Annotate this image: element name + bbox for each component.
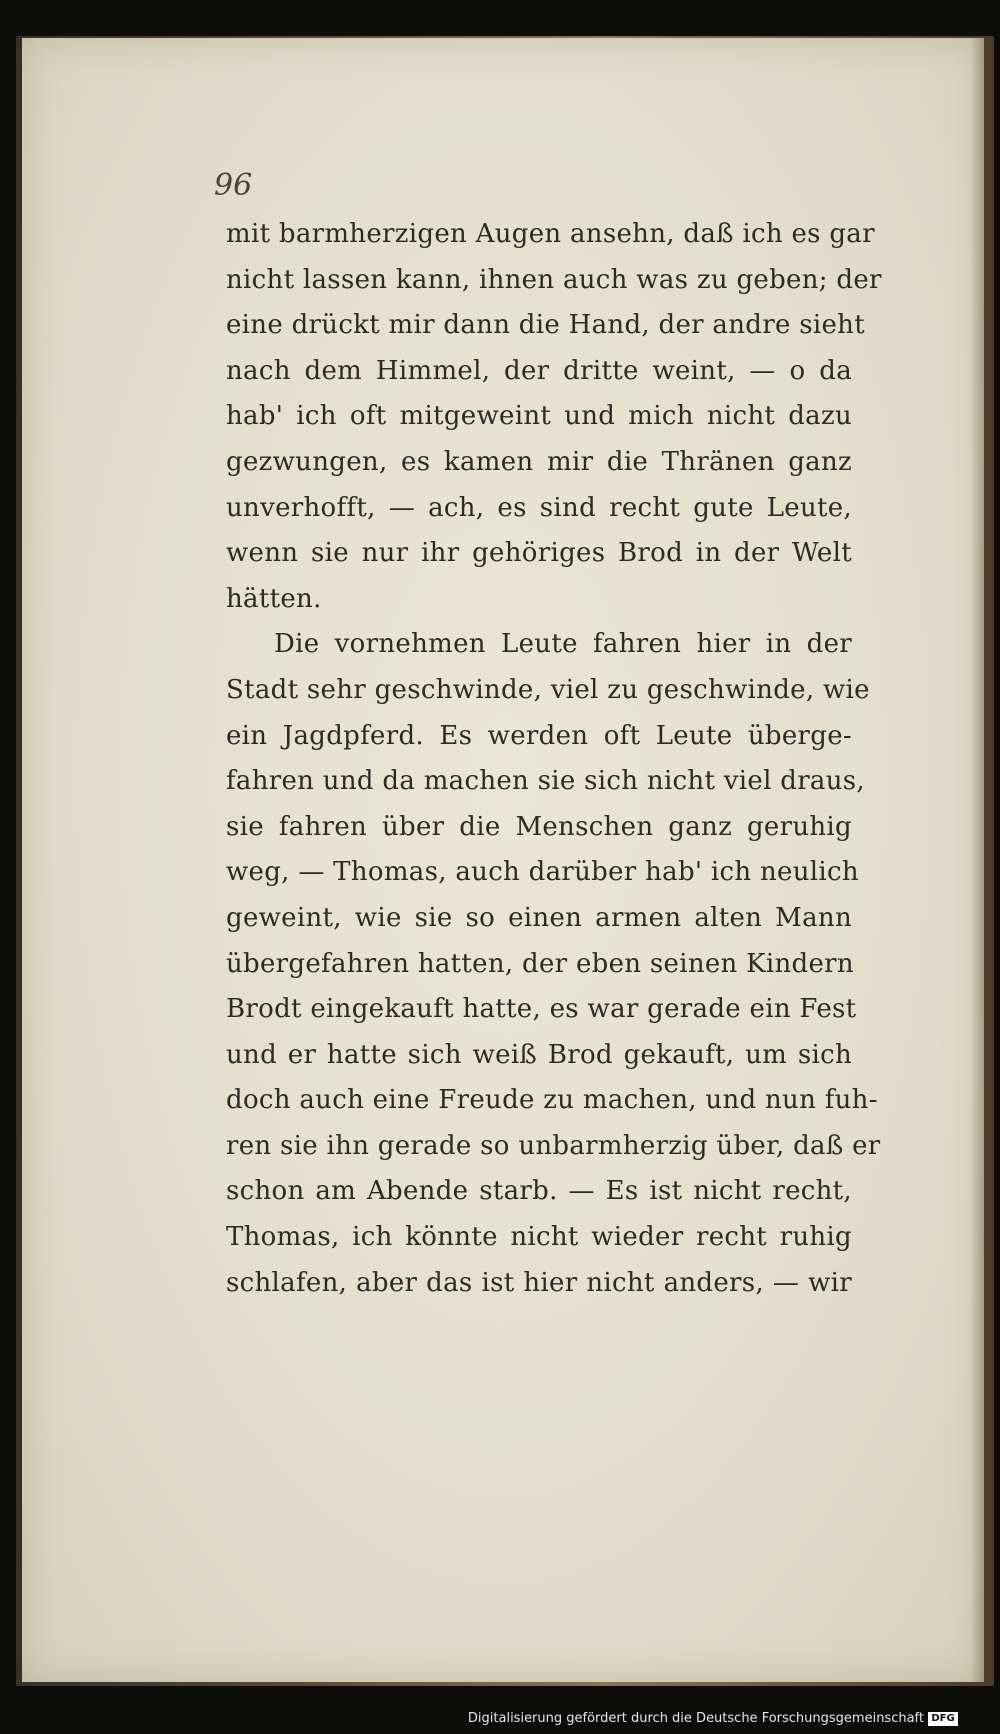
text-line: sie fahren über die Menschen ganz geruhig bbox=[226, 811, 852, 842]
dfg-logo: DFG bbox=[928, 1712, 958, 1726]
text-line: hab' ich oft mitgeweint und mich nicht dazu bbox=[226, 401, 852, 432]
page-number: 96 bbox=[214, 168, 253, 203]
text-line: gezwungen, es kamen mir die Thränen ganz bbox=[226, 446, 852, 477]
text-line: Brodt eingekauft hatte, es war gerade ein Fest bbox=[226, 994, 857, 1025]
text-line: Thomas, ich könnte nicht wieder recht ruhig bbox=[226, 1222, 852, 1253]
text-line: nach dem Himmel, der dritte weint, — o da bbox=[226, 355, 852, 386]
text-line: doch auch eine Freude zu machen, und nun fuh- bbox=[226, 1085, 878, 1116]
text-line: übergefahren hatten, der eben seinen Kindern bbox=[226, 948, 854, 979]
text-line: nicht lassen kann, ihnen auch was zu geben; der bbox=[226, 264, 882, 295]
text-line-paragraph-start: Die vornehmen Leute fahren hier in der bbox=[274, 629, 852, 660]
text-line: wenn sie nur ihr gehöriges Brod in der Welt bbox=[226, 538, 852, 569]
text-line: Stadt sehr geschwinde, viel zu geschwinde, wie bbox=[226, 674, 870, 705]
digitization-credit bbox=[468, 1711, 958, 1726]
text-line: fahren und da machen sie sich nicht viel draus, bbox=[226, 766, 865, 797]
text-line: ren sie ihn gerade so unbarmherzig über, daß er bbox=[226, 1130, 881, 1161]
text-line: mit barmherzigen Augen ansehn, daß ich es gar bbox=[226, 219, 875, 249]
text-line: weg, — Thomas, auch darüber hab' ich neulich bbox=[226, 857, 859, 888]
text-line: ein Jagdpferd. Es werden oft Leute überge- bbox=[226, 720, 852, 751]
text-line: geweint, wie sie so einen armen alten Mann bbox=[226, 902, 852, 933]
text-line: hätten. bbox=[226, 583, 322, 614]
credit-text: Digitalisierung gefördert durch die Deutsche Forschungsgemeinschaft bbox=[467, 1711, 924, 1726]
text-line: eine drückt mir dann die Hand, der andre sieht bbox=[226, 310, 865, 341]
text-line: schlafen, aber das ist hier nicht anders, — wir bbox=[226, 1267, 852, 1298]
text-line: und er hatte sich weiß Brod gekauft, um sich bbox=[226, 1039, 852, 1070]
text-line: unverhofft, — ach, es sind recht gute Leute, bbox=[226, 492, 852, 523]
text-line: schon am Abende starb. — Es ist nicht recht, bbox=[226, 1176, 852, 1207]
page-text bbox=[226, 212, 882, 1306]
